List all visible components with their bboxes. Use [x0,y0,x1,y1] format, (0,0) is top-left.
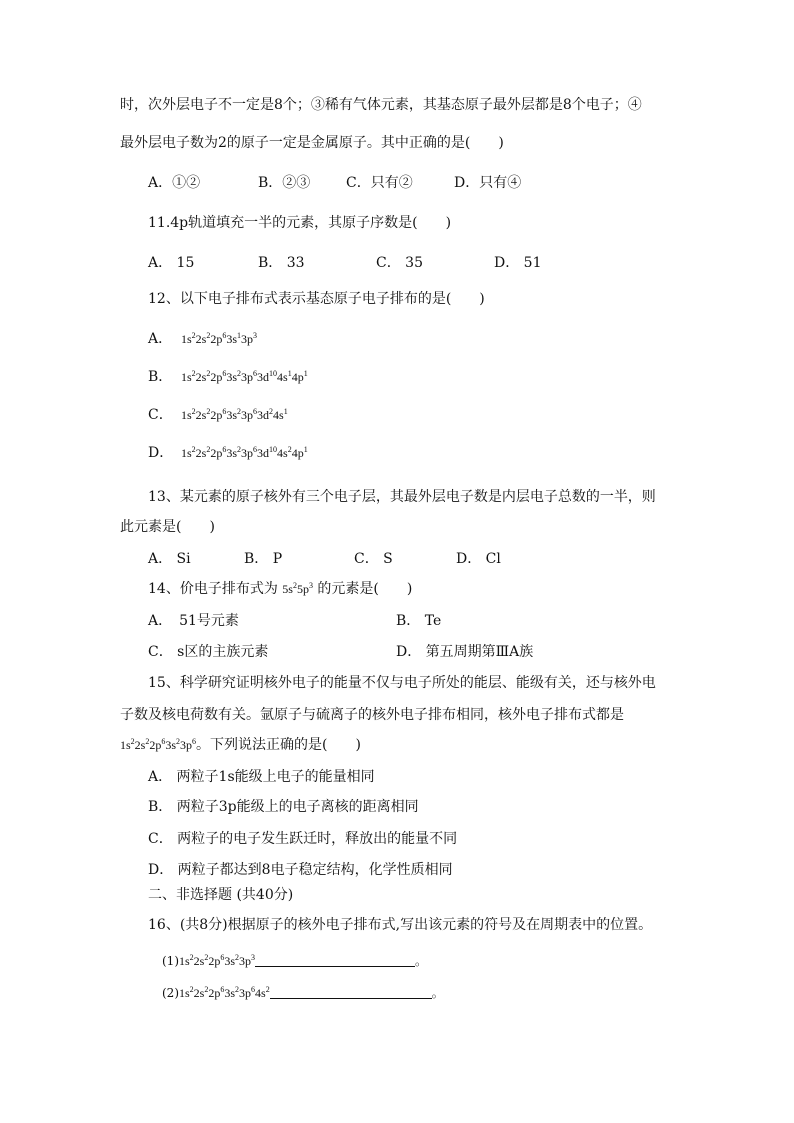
q15-stem-end: 。下列说法正确的是( ) [196,737,361,753]
question-16-stem: 16、(共8分)根据原子的核外电子排布式,写出该元素的符号及在周期表中的位置。 [148,917,653,933]
q15-option-d: D． 两粒子都达到8电子稳定结构，化学性质相同 [148,862,453,878]
q11-option-d: D． 51 [494,255,542,271]
q11-option-a: A． 15 [148,255,195,271]
q14-stem-start: 14、价电子排布式为 [148,581,278,597]
q15-option-b: B． 两粒子3p能级上的电子离核的距离相同 [148,799,419,815]
period-mark: 。 [431,986,444,1000]
question-10-continuation-line: 时，次外层电子不一定是8个；③稀有气体元素，其基态原子最外层都是8个电子；④ [120,97,642,113]
question-11-stem: 11.4p轨道填充一半的元素，其原子序数是( ) [148,215,452,231]
question-15-stem-line-3 [120,736,361,754]
option-label: B． [148,369,173,385]
q15-option-c: C． 两粒子的电子发生跃迁时，释放出的能量不同 [148,831,458,847]
q13-option-d: D． Cl [456,551,501,567]
q14-stem-end: 的元素是( ) [317,581,413,597]
q10-option-d: D．只有④ [454,175,522,191]
question-15-stem-line-2: 子数及核电荷数有关。氩原子与硫离子的核外电子排布相同，核外电子排布式都是 [120,707,624,723]
q14-option-d: D． 第五周期第ⅢA族 [396,644,534,660]
q10-option-a: A．①② [148,175,201,191]
question-10-stem-end: 最外层电子数为2的原子一定是金属原子。其中正确的是( ) [120,135,504,151]
q14-option-a: A． 51号元素 [148,613,239,629]
q14-option-b: B． Te [396,613,442,629]
q11-option-c: C． 35 [376,255,423,271]
q10-option-c: C．只有② [346,175,413,191]
q12-option-d [148,444,308,462]
electron-configuration: $1s^22s^22p^63s^23p^6$ [120,737,197,752]
q14-option-c: C． s区的主族元素 [148,644,269,660]
question-13-stem-line-2: 此元素是( ) [120,519,215,535]
question-14-stem [148,580,412,598]
q16-part-2 [162,984,444,1002]
electron-configuration: $1s^22s^22p^63s^23p^63d^{10}4s^24p^1$ [181,445,308,460]
question-12-stem: 12、以下电子排布式表示基态原子电子排布的是( ) [148,291,485,307]
option-label: C． [148,407,173,423]
q13-option-b: B． P [244,551,283,567]
period-mark: 。 [415,954,428,968]
q11-option-b: B． 33 [258,255,305,271]
q16-part-1 [162,952,427,970]
q15-option-a: A． 两粒子1s能级上电子的能量相同 [148,769,375,785]
electron-configuration: $1s^22s^22p^63s^23p^63d^24s^1$ [181,407,288,422]
q12-option-b [148,368,308,386]
electron-configuration: $1s^22s^22p^63s^13p^3$ [181,331,258,346]
q12-option-c [148,406,288,424]
q10-option-b: B．②③ [258,175,311,191]
q13-option-c: C． S [354,551,393,567]
part-number: (2) [162,986,179,1000]
q13-option-a: A． Si [148,551,191,567]
option-label: A． [148,331,173,347]
option-label: D． [148,445,174,461]
answer-blank-2[interactable] [270,986,432,999]
part-number: (1) [162,954,179,968]
valence-configuration: $5s^25p^3$ [282,581,313,596]
q12-option-a [148,330,258,348]
electron-configuration: $1s^22s^22p^63s^23p^64s^2$ [179,985,270,1000]
question-13-stem-line-1: 13、某元素的原子核外有三个电子层，其最外层电子数是内层电子总数的一半，则 [148,489,656,505]
answer-blank-1[interactable] [255,954,415,967]
electron-configuration: $1s^22s^22p^63s^23p^3$ [179,953,256,968]
section-heading-non-choice: 二、非选择题 (共40分) [148,887,294,903]
question-15-stem-line-1: 15、科学研究证明核外电子的能量不仅与电子所处的能层、能级有关，还与核外电 [148,675,656,691]
electron-configuration: $1s^22s^22p^63s^23p^63d^{10}4s^14p^1$ [181,369,308,384]
